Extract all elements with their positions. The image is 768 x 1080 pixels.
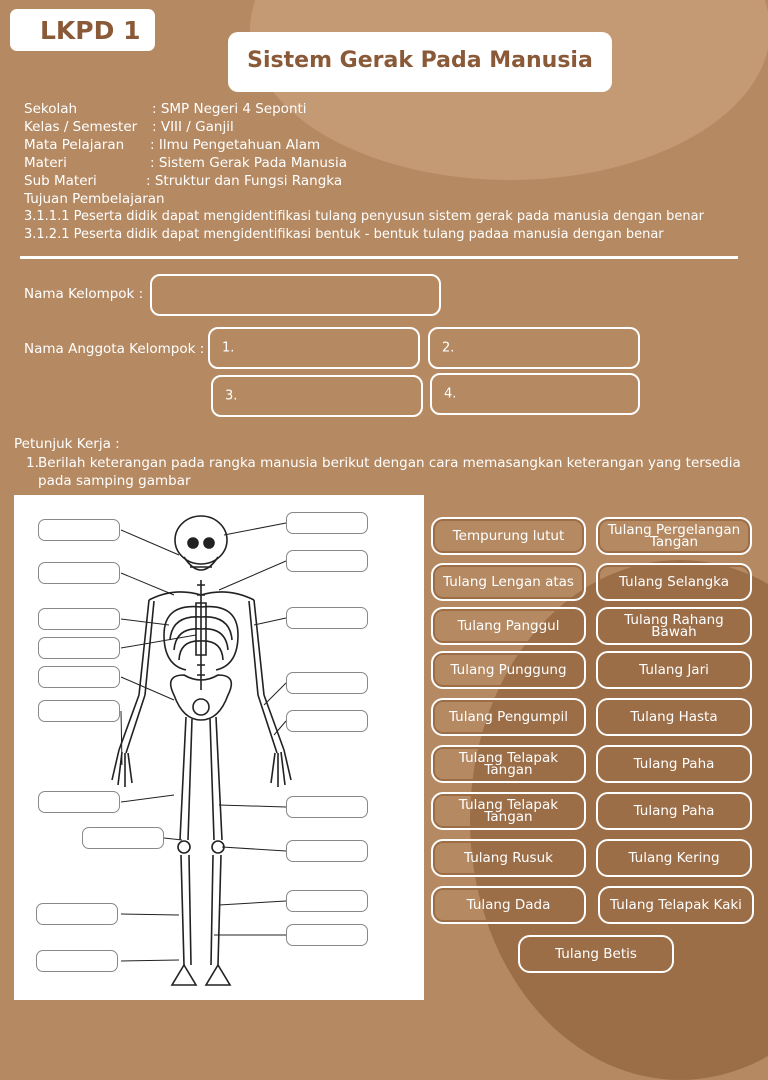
blank-label-box[interactable]	[286, 607, 368, 629]
answer-chip[interactable]: Tulang Telapak Tangan	[431, 792, 586, 830]
info-label: Mata Pelajaran	[24, 137, 125, 153]
answer-chip[interactable]: Tulang Dada	[431, 886, 586, 924]
member-slot-number: 3.	[225, 388, 238, 404]
info-label: Materi	[24, 155, 67, 171]
blank-label-box[interactable]	[286, 840, 368, 862]
instruction-item	[26, 454, 750, 490]
member-slot-number: 4.	[444, 386, 457, 402]
blank-label-box[interactable]	[38, 637, 120, 659]
answer-chip[interactable]: Tulang Telapak Kaki	[598, 886, 754, 924]
blank-label-box[interactable]	[286, 710, 368, 732]
info-value: : Sistem Gerak Pada Manusia	[150, 155, 347, 171]
group-name-field[interactable]	[150, 274, 441, 316]
member-field-1[interactable]	[208, 327, 420, 369]
answer-chip[interactable]: Tulang Paha	[596, 745, 752, 783]
instruction-number: 1.	[26, 455, 39, 471]
title-card	[228, 32, 612, 92]
group-name-label: Nama Kelompok :	[24, 286, 144, 302]
objectives-heading: Tujuan Pembelajaran	[24, 191, 165, 207]
lkpd-badge	[10, 9, 155, 51]
blank-label-box[interactable]	[38, 666, 120, 688]
blank-label-box[interactable]	[38, 791, 120, 813]
skeleton-panel	[14, 495, 424, 1000]
blank-label-box[interactable]	[286, 924, 368, 946]
answer-chip[interactable]: Tulang Paha	[596, 792, 752, 830]
blank-label-box[interactable]	[286, 550, 368, 572]
info-value: : Ilmu Pengetahuan Alam	[150, 137, 321, 153]
answer-chip[interactable]: Tulang Pergelangan Tangan	[596, 517, 752, 555]
info-row	[24, 154, 754, 172]
answer-chip[interactable]: Tulang Jari	[596, 651, 752, 689]
instructions-heading: Petunjuk Kerja :	[14, 436, 120, 452]
objective-item: 3.1.1.1 Peserta didik dapat mengidentifikasi tulang penyusun sistem gerak pada manusia dengan benar	[24, 209, 704, 224]
blank-label-box[interactable]	[286, 890, 368, 912]
answer-chip[interactable]: Tulang Rahang Bawah	[596, 607, 752, 645]
blank-label-box[interactable]	[286, 796, 368, 818]
answer-chip[interactable]: Tulang Pengumpil	[431, 698, 586, 736]
answer-chip[interactable]: Tulang Betis	[518, 935, 674, 973]
answer-chip[interactable]: Tulang Panggul	[431, 607, 586, 645]
answer-chip[interactable]: Tulang Telapak Tangan	[431, 745, 586, 783]
info-value: : Struktur dan Fungsi Rangka	[146, 173, 343, 189]
objective-item: 3.1.2.1 Peserta didik dapat mengidentifikasi bentuk - bentuk tulang padaa manusia dengan benar	[24, 227, 664, 242]
blank-label-box[interactable]	[36, 950, 118, 972]
blank-label-box[interactable]	[82, 827, 164, 849]
info-row	[24, 100, 754, 118]
answer-chip[interactable]: Tulang Rusuk	[431, 839, 586, 877]
answer-chip[interactable]: Tulang Selangka	[596, 563, 752, 601]
info-value: : VIII / Ganjil	[152, 119, 234, 135]
member-field-3[interactable]	[211, 375, 423, 417]
member-slot-number: 1.	[222, 340, 235, 356]
lkpd-label: LKPD 1	[40, 16, 141, 45]
info-row	[24, 136, 754, 154]
info-row	[24, 172, 754, 190]
blank-label-box[interactable]	[286, 512, 368, 534]
blank-label-box[interactable]	[38, 700, 120, 722]
divider	[20, 256, 738, 259]
answer-chip[interactable]: Tulang Punggung	[431, 651, 586, 689]
member-slot-number: 2.	[442, 340, 455, 356]
info-block	[24, 100, 754, 244]
blank-label-box[interactable]	[36, 903, 118, 925]
blank-label-box[interactable]	[286, 672, 368, 694]
info-label: Sekolah	[24, 101, 78, 117]
answer-chip[interactable]: Tempurung lutut	[431, 517, 586, 555]
info-label: Kelas / Semester	[24, 119, 138, 135]
info-value: : SMP Negeri 4 Seponti	[152, 101, 307, 117]
answer-chip[interactable]: Tulang Lengan atas	[431, 563, 586, 601]
member-field-4[interactable]	[430, 373, 640, 415]
info-row	[24, 118, 754, 136]
page-title: Sistem Gerak Pada Manusia	[247, 48, 593, 73]
members-label: Nama Anggota Kelompok :	[24, 341, 205, 357]
answer-chip[interactable]: Tulang Kering	[596, 839, 752, 877]
blank-label-box[interactable]	[38, 519, 120, 541]
blank-label-box[interactable]	[38, 562, 120, 584]
blank-label-box[interactable]	[38, 608, 120, 630]
answer-chip[interactable]: Tulang Hasta	[596, 698, 752, 736]
member-field-2[interactable]	[428, 327, 640, 369]
info-label: Sub Materi	[24, 173, 97, 189]
instruction-text: Berilah keterangan pada rangka manusia berikut dengan cara memasangkan keterangan yang tersedia pada samping gambar	[38, 455, 741, 489]
